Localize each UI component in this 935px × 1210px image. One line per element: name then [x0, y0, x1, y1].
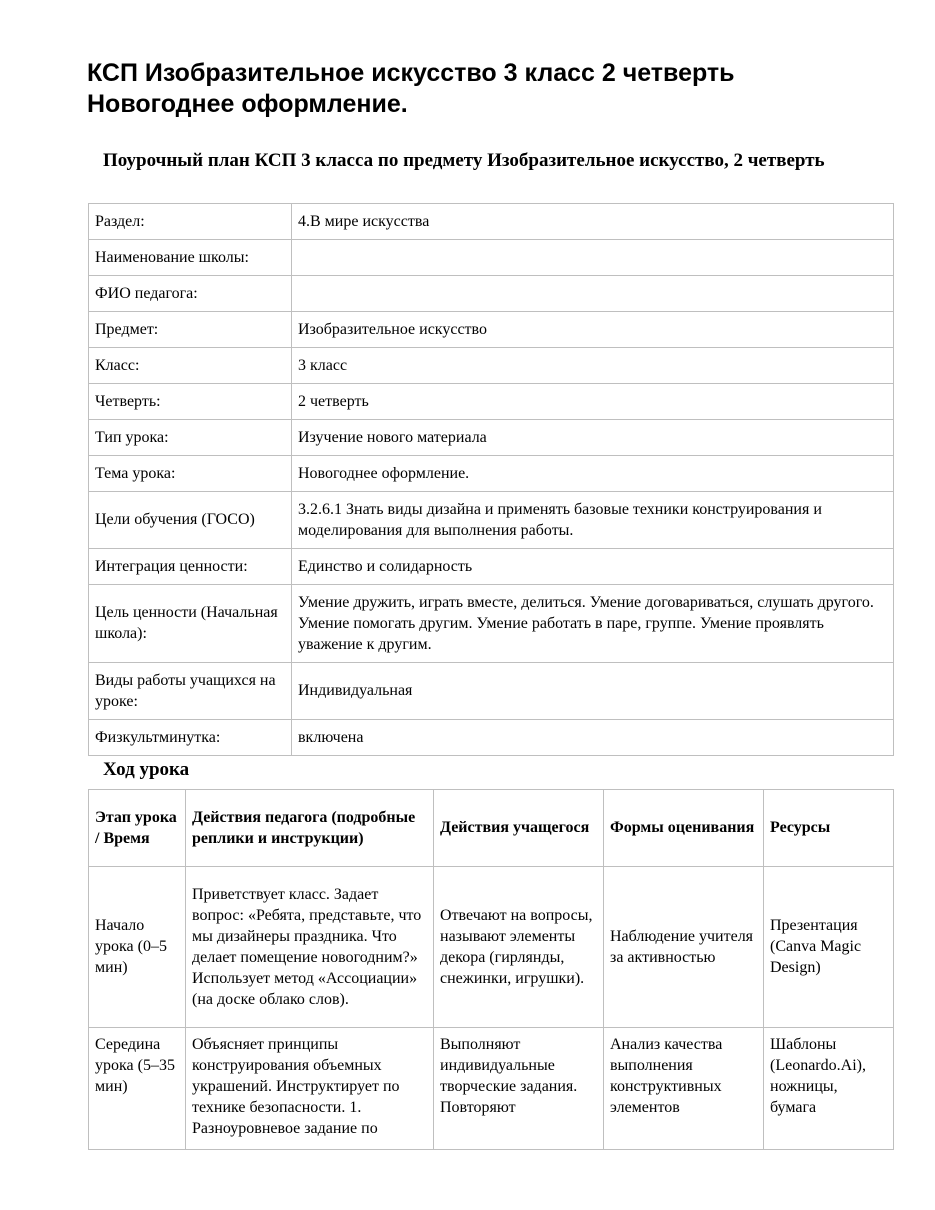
lesson-stage: [89, 1028, 186, 1150]
column-header-student: Действия учащегося: [434, 790, 604, 867]
student-actions: Отвечают на вопросы, называют элементы декора (гирлянды, снежинки, игрушки).: [434, 867, 604, 1028]
info-label: Раздел:: [89, 204, 292, 240]
plan-heading: Поурочный план КСП 3 класса по предмету Изобразительное искусство, 2 четверть: [103, 150, 825, 171]
info-label: ФИО педагога:: [89, 276, 292, 312]
info-label: Виды работы учащихся на уроке:: [89, 663, 292, 720]
info-table: [88, 203, 894, 756]
info-value: Индивидуальная: [292, 663, 894, 720]
info-value: [292, 240, 894, 276]
table-row: [89, 420, 894, 456]
teacher-actions: Приветствует класс. Задает вопрос: «Ребята, представьте, что мы дизайнеры праздника. Что делает помещение новогодним?» Использует метод «Ассоциации» (на доске облако слов).: [186, 867, 434, 1028]
assessment-forms: [604, 1028, 764, 1150]
info-value: включена: [292, 720, 894, 756]
table-row: [89, 312, 894, 348]
info-label: Класс:: [89, 348, 292, 384]
info-value: 4.В мире искусства: [292, 204, 894, 240]
table-header-row: [89, 790, 894, 867]
info-label: Наименование школы:: [89, 240, 292, 276]
table-row: [89, 867, 894, 1028]
info-value: 2 четверть: [292, 384, 894, 420]
info-value: 3 класс: [292, 348, 894, 384]
column-header-assessment: Формы оценивания: [604, 790, 764, 867]
document-title: [87, 58, 887, 120]
info-label: Тема урока:: [89, 456, 292, 492]
student-actions-text: Выполняют индивидуальные творческие задания. Повторяют: [440, 1036, 578, 1116]
info-label: Цель ценности (Начальная школа):: [89, 585, 292, 663]
info-value: 3.2.6.1 Знать виды дизайна и применять базовые техники конструирования и моделирования для выполнения работы.: [292, 492, 894, 549]
title-line-1: КСП Изобразительное искусство 3 класс 2 четверть: [87, 59, 735, 87]
resources: [764, 1028, 894, 1150]
info-label: Предмет:: [89, 312, 292, 348]
lesson-stage: Начало урока (0–5 мин): [89, 867, 186, 1028]
info-value: [292, 276, 894, 312]
assessment-forms: Наблюдение учителя за активностью: [604, 867, 764, 1028]
resources: Презентация (Canva Magic Design): [764, 867, 894, 1028]
table-row: [89, 456, 894, 492]
column-header-stage: Этап урока / Время: [89, 790, 186, 867]
table-row: [89, 663, 894, 720]
table-row: [89, 720, 894, 756]
info-value: Изобразительное искусство: [292, 312, 894, 348]
column-header-resources: Ресурсы: [764, 790, 894, 867]
info-label: Физкультминутка:: [89, 720, 292, 756]
table-row: [89, 492, 894, 549]
table-row: [89, 276, 894, 312]
assessment-forms-text: Анализ качества выполнения конструктивных элементов: [610, 1036, 723, 1116]
table-row: [89, 585, 894, 663]
lesson-heading: Ход урока: [103, 759, 190, 780]
info-label: Интеграция ценности:: [89, 549, 292, 585]
table-row: [89, 240, 894, 276]
resources-text: Шаблоны (Leonardo.Ai), ножницы, бумага: [770, 1036, 866, 1116]
info-value: Новогоднее оформление.: [292, 456, 894, 492]
info-value: Изучение нового материала: [292, 420, 894, 456]
title-line-2: Новогоднее оформление.: [87, 90, 408, 118]
table-row: [89, 348, 894, 384]
lesson-table: [88, 789, 894, 1150]
table-row: [89, 204, 894, 240]
lesson-stage-text: Середина урока (5–35 мин): [95, 1036, 175, 1095]
info-value: Умение дружить, играть вместе, делиться. Умение договариваться, слушать другого. Умение помогать другим. Умение работать в паре, группе. Умение проявлять уважение к другим.: [292, 585, 894, 663]
info-label: Тип урока:: [89, 420, 292, 456]
student-actions: [434, 1028, 604, 1150]
info-label: Четверть:: [89, 384, 292, 420]
table-row: [89, 549, 894, 585]
teacher-actions-text: Объясняет принципы конструирования объемных украшений. Инструктирует по технике безопасности. 1. Разноуровневое задание по: [192, 1036, 400, 1137]
info-label: Цели обучения (ГОСО): [89, 492, 292, 549]
teacher-actions: [186, 1028, 434, 1150]
column-header-teacher: Действия педагога (подробные реплики и инструкции): [186, 790, 434, 867]
info-value: Единство и солидарность: [292, 549, 894, 585]
table-row: [89, 384, 894, 420]
table-row: [89, 1028, 894, 1150]
